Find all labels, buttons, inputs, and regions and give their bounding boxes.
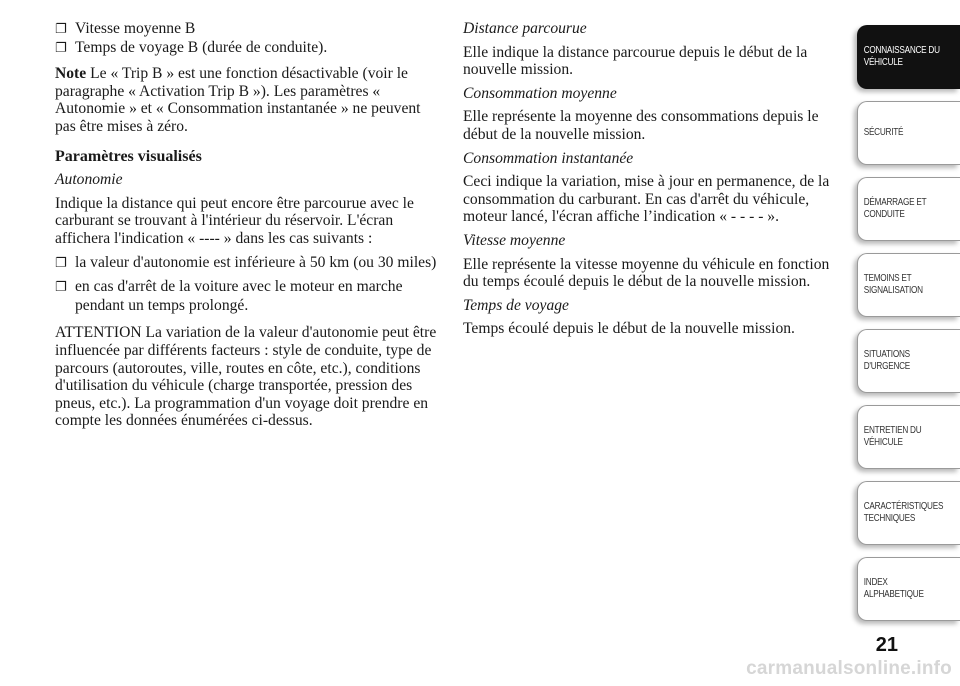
section-text-distance: Elle indique la distance parcourue depuis le début de la nouvelle mission. (463, 43, 808, 79)
list-item: ❐ Vitesse moyenne B (55, 20, 196, 37)
autonomie-title: Autonomie (55, 171, 123, 189)
section-text-temps-de-voyage: Temps écoulé depuis le début de la nouvelle mission. (463, 320, 795, 338)
list-item: ❐ Temps de voyage B (durée de conduite). (55, 38, 328, 56)
tab-temoins-et-signalisation[interactable]: TEMOINS ET SIGNALISATION (857, 253, 960, 317)
tab-situations-d-urgence[interactable]: SITUATIONS D'URGENCE (857, 329, 960, 393)
list-item: ❐ la valeur d'autonomie est inférieure à 50 km (ou 30 miles) (55, 253, 437, 271)
section-title-distance: Distance parcourue (463, 20, 587, 37)
section-text-consommation-moyenne: Elle représente la moyenne des consommations depuis le début de la nouvelle mission. (463, 108, 819, 143)
watermark: carmanualsonline.info (746, 658, 952, 679)
section-title-consommation-instantanee: Consommation instantanée (463, 149, 634, 167)
checkbox-bullet-icon: ❐ (55, 255, 67, 271)
list-item: ❐ en cas d'arrêt de la voiture avec le moteur en marche pendant un temps prolongé. (55, 278, 403, 314)
left-column (55, 20, 440, 430)
note-text: Le « Trip B » est une fonction désactivable (voir le paragraphe « Activation Trip B »). Les paramètres « Autonomie » et « Consommation instantanée » ne peuvent pas être mises à zéro. (55, 65, 421, 135)
section-title-temps-de-voyage: Temps de voyage (463, 296, 569, 314)
section-text-vitesse-moyenne: Elle représente la vitesse moyenne du véhicule en fonction du temps écoulé depuis le début de la nouvelle mission. (463, 255, 830, 291)
autonomie-text: Indique la distance qui peut encore être parcourue avec le carburant se trouvant à l'intérieur du réservoir. L'écran affichera l'indication « ---- » dans les cas suivants : (55, 194, 414, 247)
checkbox-bullet-icon: ❐ (55, 40, 67, 56)
tab-demarrage-et-conduite[interactable]: DÉMARRAGE ET CONDUITE (857, 177, 960, 241)
section-title-vitesse-moyenne: Vitesse moyenne (463, 231, 566, 249)
attention-paragraph: ATTENTION La variation de la valeur d'autonomie peut être influencée par différents facteurs : style de conduite, type de parcours (autoroutes, ville, routes en côte, etc.), conditions d'utilisation du véhicule (charge transportée, pression des pneus, etc.). La programmation d'un voyage doit prendre en compte les données énumérées ci-dessus. (55, 324, 437, 430)
section-title-consommation-moyenne: Consommation moyenne (463, 84, 617, 102)
note-paragraph (55, 65, 440, 135)
page-number: 21 (875, 634, 898, 656)
checkbox-bullet-icon: ❐ (55, 22, 67, 37)
tab-entretien-du-vehicule[interactable]: ENTRETIEN DU VÉHICULE (857, 405, 960, 469)
tab-index-alphabetique[interactable]: INDEX ALPHABETIQUE (857, 557, 960, 621)
checkbox-bullet-icon: ❐ (55, 280, 67, 296)
tab-securite[interactable]: SÉCURITÉ (857, 101, 960, 165)
chapter-tabs (857, 25, 960, 633)
tab-caracteristiques-techniques[interactable]: CARACTÉRISTIQUES TECHNIQUES (857, 481, 960, 545)
right-column (463, 20, 848, 338)
section-text-consommation-instantanee: Ceci indique la variation, mise à jour en permanence, de la consommation du carburant. En cas d'arrêt du véhicule, moteur lancé, l'écran affiche l’indication « - - - - ». (463, 173, 830, 226)
note-label: Note (55, 65, 87, 83)
tab-connaissance-du-vehicule[interactable]: CONNAISSANCE DU VÉHICULE (857, 25, 960, 89)
section-heading: Paramètres visualisés (55, 147, 202, 165)
